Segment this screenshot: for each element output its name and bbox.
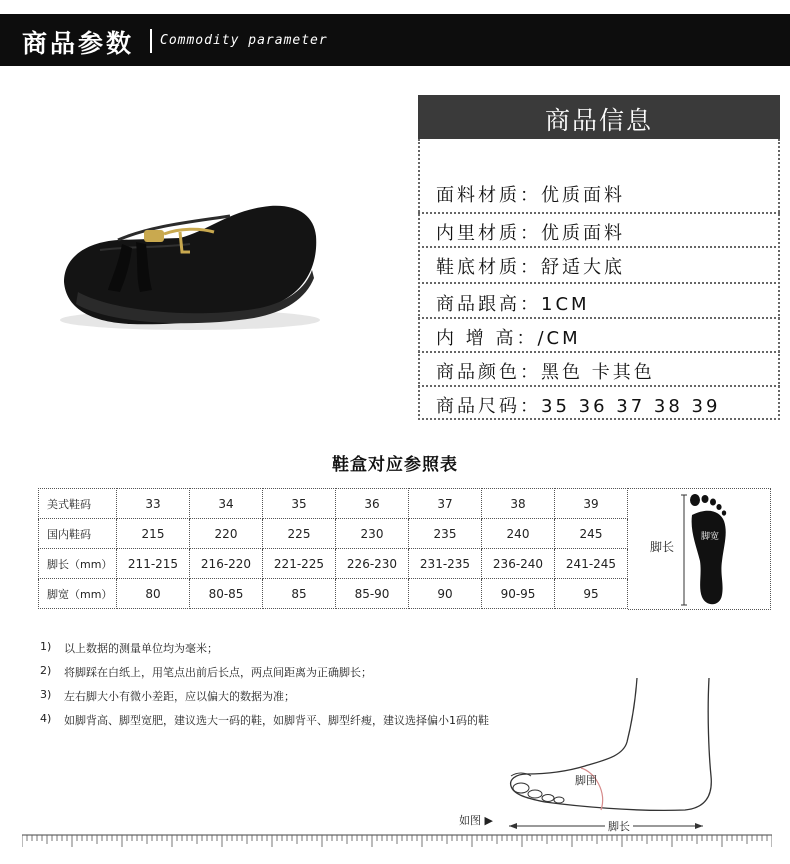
info-row-fabric	[418, 177, 780, 211]
product-info-title: 商品信息	[544, 106, 653, 135]
info-row-size	[418, 388, 780, 422]
example-label: 如图 ▶	[459, 814, 493, 827]
footprint-icon	[678, 491, 738, 609]
foot-length-sketch-label: 脚长	[605, 818, 633, 834]
table-cell: 236-240	[482, 549, 555, 579]
row-divider	[418, 317, 780, 319]
table-cell: 225	[263, 519, 336, 549]
table-cell: 240	[482, 519, 555, 549]
info-row-lining	[418, 215, 780, 249]
info-row-text: 商品颜色：黑色 卡其色	[436, 362, 655, 383]
ruler-strip	[22, 834, 772, 848]
size-table-title: 鞋盒对应参照表	[332, 455, 458, 475]
note-text: 将脚踩在白纸上，用笔点出前后长点，两点间距离为正确脚长；	[64, 666, 372, 679]
note-number: 4)	[40, 712, 52, 725]
note-number: 3)	[40, 688, 52, 701]
row-divider	[418, 385, 780, 387]
row-divider	[418, 246, 780, 248]
note-item	[40, 640, 600, 664]
table-row	[39, 489, 628, 519]
row-divider	[418, 212, 780, 214]
table-cell: 241-245	[555, 549, 628, 579]
table-cell: 245	[555, 519, 628, 549]
table-cell: 85-90	[336, 579, 409, 609]
table-cell: 90	[409, 579, 482, 609]
foot-length-label: 脚长	[650, 540, 675, 554]
header-title: 商品参数	[22, 29, 135, 58]
table-cell: 231-235	[409, 549, 482, 579]
header-divider	[150, 29, 152, 53]
table-cell: 95	[555, 579, 628, 609]
note-text: 以上数据的测量单位均为毫米；	[64, 642, 218, 655]
table-cell: 35	[263, 489, 336, 519]
table-cell: 221-225	[263, 549, 336, 579]
info-row-insole-height	[418, 320, 780, 354]
table-cell: 85	[263, 579, 336, 609]
product-info-panel	[418, 95, 780, 420]
row-header: 脚宽（mm）	[39, 579, 117, 609]
shoe-product-image	[40, 170, 340, 340]
product-info-header	[418, 95, 780, 139]
info-row-text: 面料材质：优质面料	[436, 185, 625, 206]
note-number: 2)	[40, 664, 52, 677]
table-cell: 215	[117, 519, 190, 549]
table-cell: 235	[409, 519, 482, 549]
table-cell: 38	[482, 489, 555, 519]
row-divider	[418, 351, 780, 353]
info-row-sole	[418, 249, 780, 283]
foot-diagram-box	[628, 488, 771, 610]
info-row-text: 鞋底材质：舒适大底	[436, 257, 625, 278]
row-header: 脚长（mm）	[39, 549, 117, 579]
table-cell: 230	[336, 519, 409, 549]
table-cell: 36	[336, 489, 409, 519]
info-row-text: 内里材质：优质面料	[436, 223, 625, 244]
row-divider	[418, 418, 780, 420]
table-cell: 226-230	[336, 549, 409, 579]
table-cell: 220	[190, 519, 263, 549]
note-number: 1)	[40, 640, 52, 653]
header-bar	[0, 14, 790, 66]
info-row-text: 商品尺码：35 36 37 38 39	[436, 396, 721, 417]
foot-width-label: 脚宽	[700, 532, 720, 542]
row-header: 国内鞋码	[39, 519, 117, 549]
info-row-color	[418, 354, 780, 388]
table-cell: 34	[190, 489, 263, 519]
info-row-text: 商品跟高：1CM	[436, 294, 590, 315]
table-row	[39, 519, 628, 549]
table-cell: 80-85	[190, 579, 263, 609]
size-table	[38, 488, 628, 609]
table-cell: 39	[555, 489, 628, 519]
note-text: 左右脚大小有微小差距，应以偏大的数据为准；	[64, 690, 295, 703]
row-header: 美式鞋码	[39, 489, 117, 519]
table-cell: 37	[409, 489, 482, 519]
note-text: 如脚背高、脚型宽肥，建议选大一码的鞋，如脚背平、脚型纤瘦，建议选择偏小1码的鞋	[64, 714, 489, 727]
table-cell: 80	[117, 579, 190, 609]
foot-outline-icon	[455, 676, 755, 836]
table-row	[39, 579, 628, 609]
foot-measure-sketch	[455, 676, 755, 836]
row-divider	[418, 282, 780, 284]
table-cell: 90-95	[482, 579, 555, 609]
info-row-heel	[418, 286, 780, 320]
table-cell: 33	[117, 489, 190, 519]
info-row-text: 内 增 高：/CM	[436, 328, 581, 349]
table-cell: 211-215	[117, 549, 190, 579]
foot-girth-label: 脚围	[575, 774, 597, 787]
table-row	[39, 549, 628, 579]
table-cell: 216-220	[190, 549, 263, 579]
header-subtitle: Commodity parameter	[160, 33, 328, 48]
